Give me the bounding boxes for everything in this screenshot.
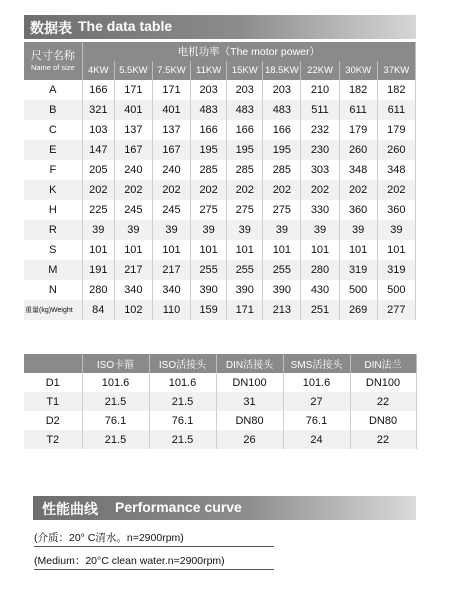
value-cell: 348: [377, 160, 415, 180]
data-table-title-cn: 数据表: [30, 20, 72, 36]
power-header-cell: 7.5KW: [152, 61, 190, 80]
value-cell: 511: [301, 100, 339, 120]
value-cell: 285: [263, 160, 301, 180]
value-cell: 280: [82, 280, 114, 300]
table-row: [24, 280, 416, 300]
performance-title-cn: 性能曲线: [42, 501, 98, 517]
value-cell: 31: [216, 392, 283, 411]
value-cell: 21.5: [149, 430, 216, 449]
table-row: [24, 430, 416, 449]
power-header-cell: 4KW: [82, 61, 114, 80]
power-header-cell: 18.5KW: [263, 61, 301, 80]
value-cell: 39: [377, 220, 415, 240]
value-cell: 500: [377, 280, 415, 300]
value-cell: 245: [114, 200, 152, 220]
value-cell: 430: [301, 280, 339, 300]
value-cell: 101: [263, 240, 301, 260]
value-cell: 39: [82, 220, 114, 240]
power-header-cell: 30KW: [339, 61, 377, 80]
value-cell: 101: [82, 240, 114, 260]
value-cell: 202: [263, 180, 301, 200]
table-row: [24, 140, 416, 160]
value-cell: 171: [152, 80, 190, 100]
performance-note-en: (Medium：20°C clean water.n=2900rpm): [34, 555, 225, 567]
size-name-cell: S: [24, 240, 82, 260]
size-name-cell: K: [24, 180, 82, 200]
value-cell: 360: [339, 200, 377, 220]
value-cell: 182: [339, 80, 377, 100]
table-row: [24, 220, 416, 240]
dimension-name-cell: D1: [24, 373, 82, 392]
value-cell: 217: [152, 260, 190, 280]
value-cell: 483: [227, 100, 263, 120]
table-row: [24, 180, 416, 200]
value-cell: 101: [152, 240, 190, 260]
table-row: [24, 373, 416, 392]
size-header-cn: 尺寸名称: [30, 49, 75, 62]
value-cell: 179: [377, 120, 415, 140]
table-row: [24, 260, 416, 280]
value-cell: 137: [152, 120, 190, 140]
size-header-en: Name of size: [30, 62, 75, 72]
value-cell: 340: [152, 280, 190, 300]
value-cell: 21.5: [149, 392, 216, 411]
value-cell: 203: [227, 80, 263, 100]
value-cell: 483: [191, 100, 227, 120]
value-cell: 240: [152, 160, 190, 180]
value-cell: 39: [339, 220, 377, 240]
value-cell: 101: [339, 240, 377, 260]
value-cell: 275: [263, 200, 301, 220]
value-cell: 401: [114, 100, 152, 120]
size-name-cell: F: [24, 160, 82, 180]
value-cell: 159: [191, 300, 227, 320]
value-cell: 360: [377, 200, 415, 220]
table-row: [24, 80, 416, 100]
value-cell: 171: [114, 80, 152, 100]
value-cell: 348: [339, 160, 377, 180]
value-cell: 210: [301, 80, 339, 100]
value-cell: 202: [152, 180, 190, 200]
size-name-cell: C: [24, 120, 82, 140]
table-row: [24, 160, 416, 180]
value-cell: 102: [114, 300, 152, 320]
value-cell: 101: [191, 240, 227, 260]
value-cell: 240: [114, 160, 152, 180]
value-cell: 26: [216, 430, 283, 449]
note-underline: [34, 546, 274, 547]
value-cell: 255: [191, 260, 227, 280]
fitting-header-cell: DIN活接头: [216, 354, 283, 373]
value-cell: 255: [263, 260, 301, 280]
value-cell: 340: [114, 280, 152, 300]
data-table-title-bar: [24, 15, 416, 39]
value-cell: 202: [227, 180, 263, 200]
value-cell: 213: [263, 300, 301, 320]
performance-title-en: Performance curve: [115, 499, 242, 515]
performance-title-bar: [33, 496, 416, 520]
value-cell: 195: [191, 140, 227, 160]
size-header-cell: [24, 42, 82, 80]
value-cell: 39: [114, 220, 152, 240]
value-cell: 147: [82, 140, 114, 160]
value-cell: 101: [301, 240, 339, 260]
power-header-cell: 15KW: [227, 61, 263, 80]
value-cell: 611: [339, 100, 377, 120]
value-cell: 202: [339, 180, 377, 200]
value-cell: 285: [227, 160, 263, 180]
size-name-cell: M: [24, 260, 82, 280]
value-cell: 500: [339, 280, 377, 300]
fitting-header-cell: ISO活接头: [149, 354, 216, 373]
dimension-name-cell: T1: [24, 392, 82, 411]
value-cell: 22: [350, 430, 416, 449]
value-cell: 319: [339, 260, 377, 280]
value-cell: 203: [263, 80, 301, 100]
value-cell: 303: [301, 160, 339, 180]
value-cell: 39: [263, 220, 301, 240]
value-cell: 195: [227, 140, 263, 160]
value-cell: 191: [82, 260, 114, 280]
value-cell: 230: [301, 140, 339, 160]
value-cell: 76.1: [283, 411, 350, 430]
value-cell: 101.6: [82, 373, 149, 392]
value-cell: 167: [152, 140, 190, 160]
value-cell: 110: [152, 300, 190, 320]
value-cell: 24: [283, 430, 350, 449]
value-cell: 225: [82, 200, 114, 220]
value-cell: 39: [227, 220, 263, 240]
size-name-cell: A: [24, 80, 82, 100]
value-cell: 166: [82, 80, 114, 100]
value-cell: 101: [114, 240, 152, 260]
value-cell: 251: [301, 300, 339, 320]
value-cell: 103: [82, 120, 114, 140]
value-cell: 202: [377, 180, 415, 200]
value-cell: 202: [82, 180, 114, 200]
value-cell: 260: [377, 140, 415, 160]
table-row: [24, 240, 416, 260]
size-name-cell: 重量(kg)Weight: [24, 300, 82, 320]
value-cell: DN80: [350, 411, 416, 430]
table-row: [24, 120, 416, 140]
fitting-header-cell: ISO卡箍: [82, 354, 149, 373]
value-cell: 202: [114, 180, 152, 200]
value-cell: 167: [114, 140, 152, 160]
value-cell: 39: [301, 220, 339, 240]
value-cell: 255: [227, 260, 263, 280]
power-header-cell: 22KW: [301, 61, 339, 80]
value-cell: 321: [82, 100, 114, 120]
value-cell: 203: [191, 80, 227, 100]
value-cell: 166: [191, 120, 227, 140]
power-header-cell: 11KW: [191, 61, 227, 80]
table-row: [24, 100, 416, 120]
value-cell: 275: [227, 200, 263, 220]
table-row: [24, 200, 416, 220]
value-cell: 39: [152, 220, 190, 240]
value-cell: 195: [263, 140, 301, 160]
value-cell: 611: [377, 100, 415, 120]
power-header-cell: 5.5KW: [114, 61, 152, 80]
value-cell: 39: [191, 220, 227, 240]
note-underline: [34, 569, 274, 570]
power-header-cell: 37KW: [377, 61, 415, 80]
value-cell: 27: [283, 392, 350, 411]
table-row: [24, 392, 416, 411]
value-cell: 84: [82, 300, 114, 320]
dimension-name-cell: T2: [24, 430, 82, 449]
value-cell: 401: [152, 100, 190, 120]
value-cell: 280: [301, 260, 339, 280]
value-cell: 260: [339, 140, 377, 160]
value-cell: 76.1: [82, 411, 149, 430]
power-header: 电机功率（The motor power）: [82, 42, 415, 61]
size-name-cell: B: [24, 100, 82, 120]
fitting-header-cell: SMS活接头: [283, 354, 350, 373]
value-cell: DN80: [216, 411, 283, 430]
value-cell: DN100: [216, 373, 283, 392]
value-cell: 269: [339, 300, 377, 320]
value-cell: 179: [339, 120, 377, 140]
size-name-cell: E: [24, 140, 82, 160]
value-cell: 275: [191, 200, 227, 220]
fitting-table: [24, 354, 417, 449]
value-cell: 76.1: [149, 411, 216, 430]
value-cell: 390: [191, 280, 227, 300]
value-cell: 101.6: [149, 373, 216, 392]
performance-note-cn: (介质：20° C清水。n=2900rpm): [34, 532, 184, 544]
value-cell: 22: [350, 392, 416, 411]
value-cell: 277: [377, 300, 415, 320]
value-cell: 101.6: [283, 373, 350, 392]
value-cell: 101: [227, 240, 263, 260]
value-cell: 245: [152, 200, 190, 220]
size-name-cell: H: [24, 200, 82, 220]
size-name-cell: N: [24, 280, 82, 300]
data-table-title-en: The data table: [78, 18, 173, 34]
value-cell: 390: [263, 280, 301, 300]
value-cell: DN100: [350, 373, 416, 392]
fitting-header-cell: DIN法兰: [350, 354, 416, 373]
value-cell: 21.5: [82, 392, 149, 411]
value-cell: 166: [227, 120, 263, 140]
value-cell: 202: [301, 180, 339, 200]
value-cell: 330: [301, 200, 339, 220]
value-cell: 166: [263, 120, 301, 140]
table-row: [24, 411, 416, 430]
value-cell: 137: [114, 120, 152, 140]
data-table: [24, 42, 416, 320]
value-cell: 217: [114, 260, 152, 280]
value-cell: 390: [227, 280, 263, 300]
dimension-name-cell: D2: [24, 411, 82, 430]
value-cell: 232: [301, 120, 339, 140]
value-cell: 202: [191, 180, 227, 200]
value-cell: 285: [191, 160, 227, 180]
value-cell: 101: [377, 240, 415, 260]
value-cell: 319: [377, 260, 415, 280]
value-cell: 205: [82, 160, 114, 180]
size-name-cell: R: [24, 220, 82, 240]
fitting-header-blank: [24, 354, 82, 373]
table-row: [24, 300, 416, 320]
value-cell: 171: [227, 300, 263, 320]
value-cell: 182: [377, 80, 415, 100]
value-cell: 21.5: [82, 430, 149, 449]
value-cell: 483: [263, 100, 301, 120]
